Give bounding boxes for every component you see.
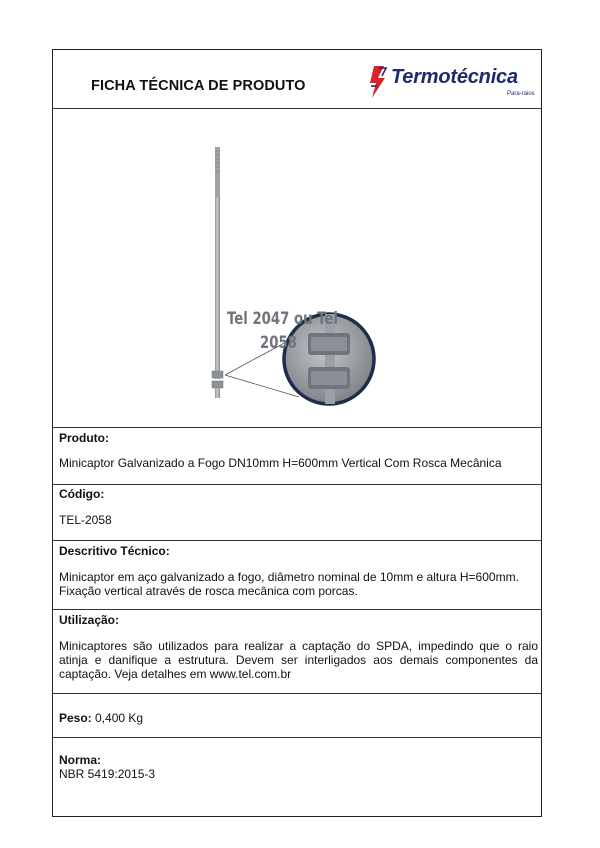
divider [53,427,541,428]
logo-mark-icon [368,64,390,100]
logo-text: Termotécnica [391,66,518,88]
section-label-norma: Norma: [59,753,102,767]
codigo-text: TEL-2058 [59,513,112,527]
divider [53,737,541,738]
divider [53,484,541,485]
document-title: FICHA TÉCNICA DE PRODUTO [91,78,306,94]
divider [53,609,541,610]
product-image [53,109,541,427]
image-caption-line1: Tel 2047 ou Tel [227,309,338,329]
product-sheet [52,49,542,817]
lightning-rod-icon [53,109,541,427]
produto-text: Minicaptor Galvanizado a Fogo DN10mm H=600mm Vertical Com Rosca Mecânica [59,456,502,470]
peso-row [59,711,143,725]
section-label-produto: Produto: [59,431,109,445]
divider [53,693,541,694]
section-label-peso: Peso: [59,711,92,725]
descritivo-line1: Minicaptor em aço galvanizado a fogo, diâmetro nominal de 10mm e altura H=600mm. [59,570,519,584]
image-caption-line2: 2058 [260,333,297,353]
logo-subtitle: Para-raios [507,91,535,97]
section-label-codigo: Código: [59,487,105,501]
divider [53,540,541,541]
utilizacao-text: Minicaptores são utilizados para realizar a captação do SPDA, impedindo que o raio atinja e danifique a estrutura. Devem ser interligados aos demais componentes da captação. Veja detalhes em www.tel.com.br [59,639,538,681]
company-logo [368,64,538,100]
norma-value: NBR 5419:2015-3 [59,767,156,781]
peso-value: 0,400 Kg [95,711,144,725]
header [53,50,541,108]
section-label-utilizacao: Utilização: [59,613,120,627]
descritivo-line2: Fixação vertical através de rosca mecânica com porcas. [59,584,358,598]
section-label-descritivo: Descritivo Técnico: [59,544,170,558]
